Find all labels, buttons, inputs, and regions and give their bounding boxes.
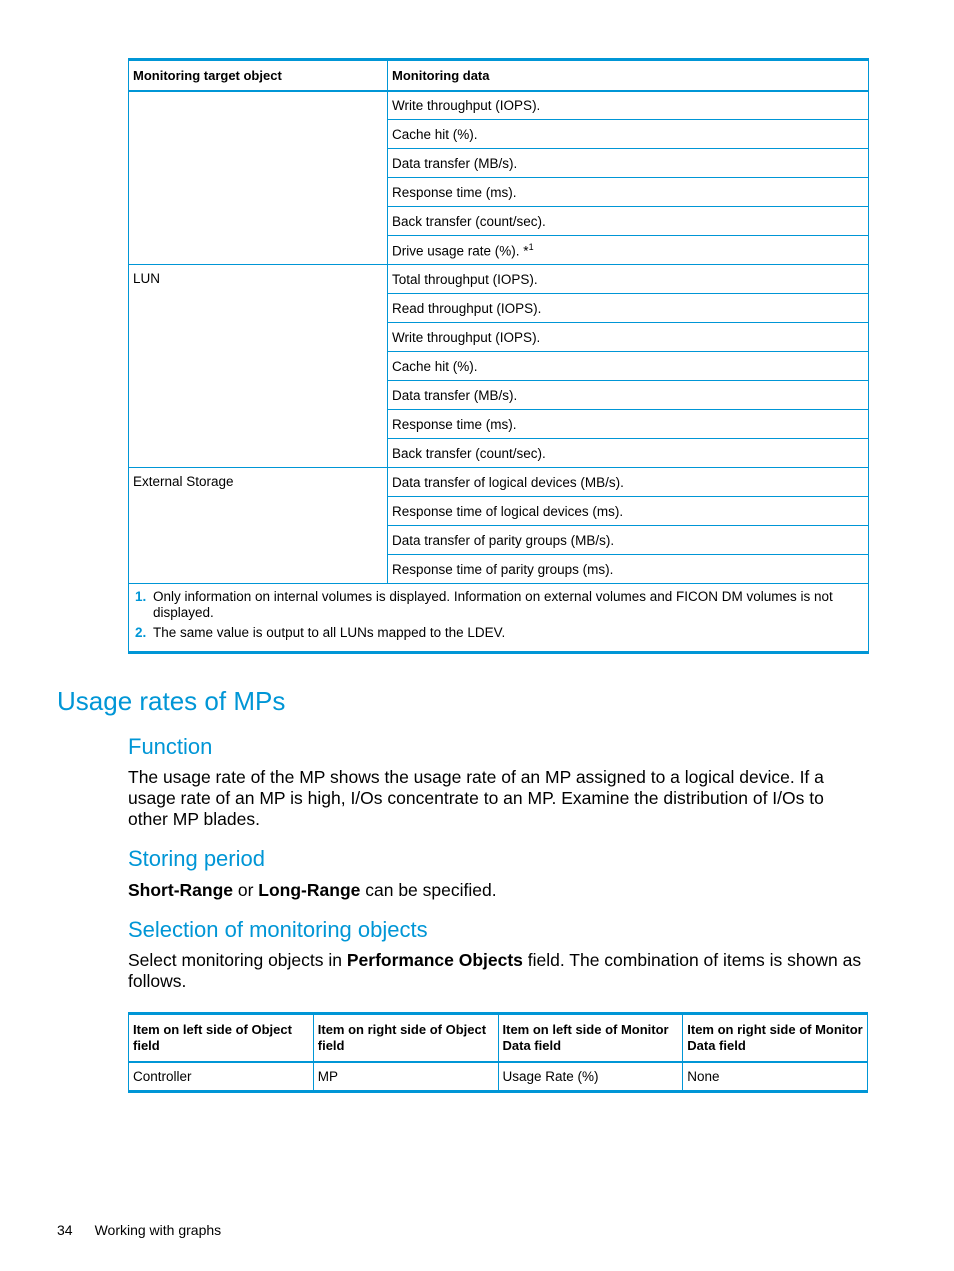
- footnote-text: The same value is output to all LUNs mapped to the LDEV.: [153, 625, 506, 640]
- monitoring-data-cell: Response time (ms).: [388, 410, 869, 439]
- monitoring-data-cell: Write throughput (IOPS).: [388, 91, 869, 120]
- monitoring-data-cell: Back transfer (count/sec).: [388, 439, 869, 468]
- table-header-row: [129, 1014, 868, 1062]
- column-header: Item on right side of Object field: [313, 1014, 498, 1062]
- target-object-cell: External Storage: [129, 468, 388, 584]
- selection-pre-text: Select monitoring objects in: [128, 950, 347, 970]
- column-header: Item on left side of Object field: [129, 1014, 314, 1062]
- short-range-term: Short-Range: [128, 880, 233, 900]
- table-cell: None: [683, 1062, 868, 1092]
- footnote-number: 1.: [135, 589, 147, 604]
- section-title: Usage rates of MPs: [57, 686, 286, 716]
- monitoring-data-cell: Data transfer (MB/s).: [388, 149, 869, 178]
- table-cell: MP: [313, 1062, 498, 1092]
- target-object-cell: [129, 91, 388, 265]
- long-range-term: Long-Range: [258, 880, 361, 900]
- table-row: [129, 468, 869, 497]
- monitoring-data-cell: Data transfer of parity groups (MB/s).: [388, 526, 869, 555]
- footnote-item: [133, 625, 864, 641]
- footnote-text: Only information on internal volumes is displayed. Information on external volumes and FICON DM volumes is not displayed.: [153, 589, 833, 620]
- page-footer: [57, 1222, 221, 1238]
- storing-period-heading: Storing period: [128, 846, 265, 871]
- selection-text: [128, 950, 868, 992]
- column-header: Item on right side of Monitor Data field: [683, 1014, 868, 1062]
- page-number: 34: [57, 1222, 73, 1238]
- monitoring-data-cell: Total throughput (IOPS).: [388, 265, 869, 294]
- monitoring-data-cell: Cache hit (%).: [388, 352, 869, 381]
- monitoring-data-cell: Cache hit (%).: [388, 120, 869, 149]
- monitoring-data-cell: [388, 236, 869, 265]
- storing-tail-text: can be specified.: [360, 880, 497, 900]
- footnotes-row: [129, 584, 869, 653]
- target-object-cell: LUN: [129, 265, 388, 468]
- footnote-item: [133, 589, 864, 621]
- function-heading: Function: [128, 734, 213, 759]
- connector-text: or: [233, 880, 259, 900]
- monitoring-data-cell: Data transfer (MB/s).: [388, 381, 869, 410]
- table-cell: Usage Rate (%): [498, 1062, 683, 1092]
- table-row: [129, 1062, 868, 1092]
- column-header: Monitoring data: [388, 60, 869, 91]
- footnote-reference: 1: [528, 241, 534, 252]
- monitoring-data-cell: Back transfer (count/sec).: [388, 207, 869, 236]
- footnotes-cell: [129, 584, 869, 653]
- performance-objects-term: Performance Objects: [346, 950, 523, 970]
- table-header-row: [129, 60, 869, 91]
- table-row: [129, 91, 869, 120]
- monitoring-data-cell: Data transfer of logical devices (MB/s).: [388, 468, 869, 497]
- object-combination-table: [128, 1012, 868, 1093]
- function-text: The usage rate of the MP shows the usage rate of an MP assigned to a logical device. If a usage rate of an MP is high, I/Os concentrate to an MP. Examine the distribution of I/Os to other MP blades.: [128, 767, 824, 829]
- table-row: [129, 265, 869, 294]
- monitoring-data-cell: Response time of logical devices (ms).: [388, 497, 869, 526]
- storing-period-text: [128, 880, 868, 901]
- monitoring-data-cell: Read throughput (IOPS).: [388, 294, 869, 323]
- footer-section-title: Working with graphs: [94, 1222, 222, 1238]
- column-header: Monitoring target object: [129, 60, 388, 91]
- monitoring-data-cell: Response time of parity groups (ms).: [388, 555, 869, 584]
- monitoring-data-cell: Write throughput (IOPS).: [388, 323, 869, 352]
- monitoring-data-text: Drive usage rate (%). *: [392, 243, 529, 259]
- footnote-list: [133, 589, 864, 641]
- selection-heading: Selection of monitoring objects: [128, 917, 428, 942]
- column-header: Item on left side of Monitor Data field: [498, 1014, 683, 1062]
- table-cell: Controller: [129, 1062, 314, 1092]
- monitoring-data-cell: Response time (ms).: [388, 178, 869, 207]
- selection-post-text: field. The combination of items is shown as follows.: [128, 950, 862, 991]
- footnote-number: 2.: [135, 625, 147, 640]
- monitoring-data-table: [128, 58, 869, 654]
